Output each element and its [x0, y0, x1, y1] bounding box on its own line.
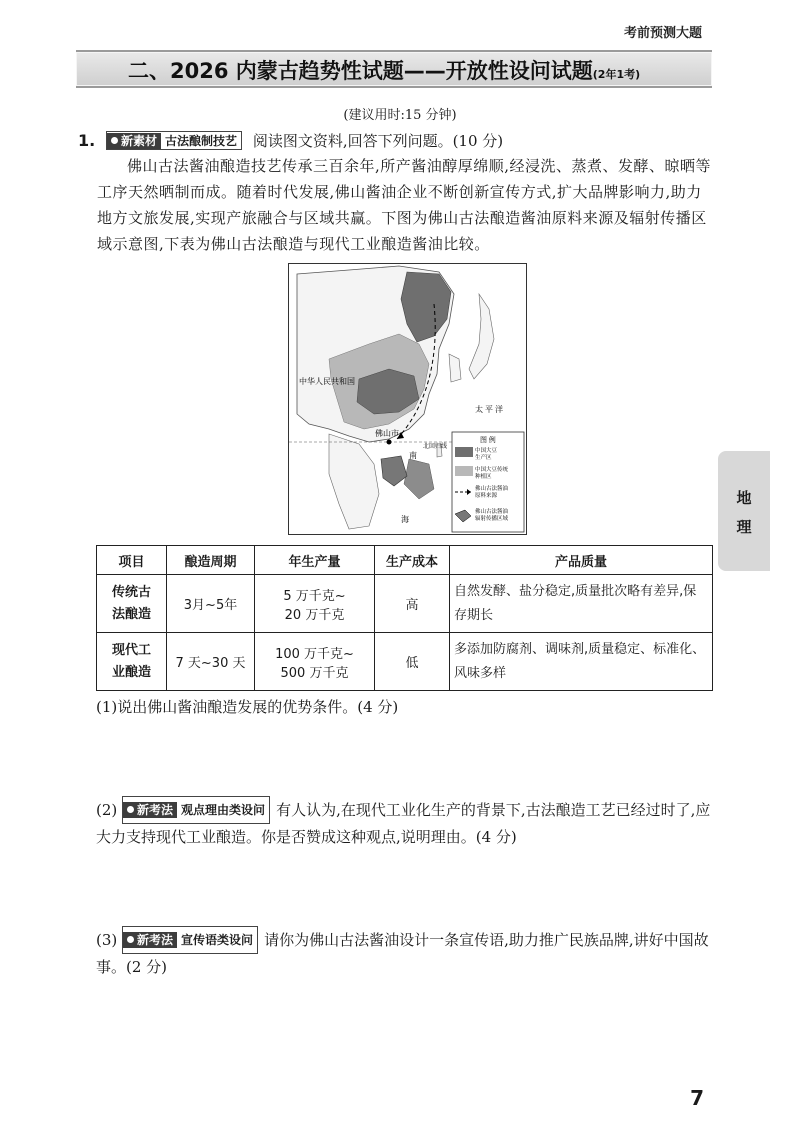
sub-question-2 — [96, 796, 716, 850]
legend-swatch-traditional — [455, 466, 473, 476]
subject-side-tab — [718, 451, 770, 571]
title-note: (2年1考) — [592, 68, 641, 81]
tag-light-label: 观点理由类设问 — [181, 803, 266, 817]
sub-question-prefix: (1) — [96, 698, 118, 716]
legend-swatch-production — [455, 447, 473, 457]
legend-label-traditional-2: 种植区 — [475, 474, 492, 480]
table-header-cell: 产品质量 — [450, 546, 713, 575]
tag-dark-label: 新考法 — [137, 933, 174, 947]
tag-dark-label: 新素材 — [121, 134, 158, 148]
page-number: 7 — [690, 1086, 704, 1110]
row-output-line: 20 万千克 — [284, 607, 345, 623]
page-title — [128, 55, 640, 85]
side-tab-char: 理 — [736, 518, 752, 536]
map-label-tropic: 北回归线 — [423, 444, 448, 450]
table-header-cell: 年生产量 — [255, 546, 375, 575]
side-tab-char: 地 — [736, 489, 752, 507]
legend-label-production-1: 中国大豆 — [475, 448, 498, 454]
legend-label-production-2: 生产区 — [475, 455, 492, 461]
row-item-line: 现代工 — [111, 642, 151, 658]
korea-outline — [449, 354, 461, 382]
japan-outline — [469, 294, 494, 379]
legend-label-traditional-1: 中国大豆传统 — [475, 467, 509, 473]
row-output-line: 5 万千克~ — [283, 588, 346, 604]
legend-label-radiation-1: 佛山古法酱油 — [475, 509, 509, 515]
pin-icon — [111, 137, 118, 144]
map-label-foshan: 佛山市 — [375, 429, 399, 438]
legend-label-raw-1: 佛山古法酱油 — [475, 486, 509, 492]
row-output-line: 100 万千克~ — [275, 646, 354, 662]
table-header-row — [97, 546, 713, 575]
map-label-pacific: 太 平 洋 — [475, 405, 503, 414]
sub-question-prefix: (3) — [96, 931, 118, 949]
table-row — [97, 575, 713, 633]
legend-label-raw-2: 原料来源 — [475, 493, 498, 499]
row-period: 7 天~30 天 — [167, 633, 255, 691]
pin-icon — [127, 806, 134, 813]
tag-dark-part — [123, 932, 177, 948]
radiation-region — [381, 456, 407, 486]
table-header-cell: 生产成本 — [375, 546, 450, 575]
time-hint: (建议用时:15 分钟) — [343, 108, 457, 123]
soy-map — [288, 263, 527, 535]
row-quality: 多添加防腐剂、调味剂,质量稳定、标准化、风味多样 — [450, 633, 713, 691]
row-item — [97, 575, 167, 633]
row-output — [255, 575, 375, 633]
question-prompt: 阅读图文资料,回答下列问题。(10 分) — [252, 132, 504, 150]
table-header-cell: 酿造周期 — [167, 546, 255, 575]
tag-light-label: 古法酿制技艺 — [165, 134, 238, 148]
table-header-cell: 项目 — [97, 546, 167, 575]
map-label-south: 南 — [409, 451, 417, 460]
section-header: 考前预测大题 — [623, 26, 702, 41]
tag-dark-part — [123, 802, 177, 818]
tag-dark-part — [107, 133, 161, 149]
sub-question-prefix: (2) — [96, 801, 118, 819]
foshan-dot — [387, 440, 392, 445]
map-label-prc: 中华人民共和国 — [299, 377, 355, 386]
sub-question-text: 说出佛山酱油酿造发展的优势条件。(4 分) — [117, 698, 399, 716]
sub-question-1 — [96, 694, 716, 720]
legend-title: 图 例 — [480, 436, 496, 444]
southeast-asia-outline — [329, 434, 379, 529]
row-item-line: 法酿造 — [111, 606, 151, 622]
material-paragraph: 佛山古法酱油酿造技艺传承三百余年,所产酱油醇厚绵顺,经浸洗、蒸煮、发酵、晾晒等工序天然晒制而成。随着时代发展,佛山酱油企业不断创新宣传方式,扩大品牌影响力,助力地方文旅发展,实现产旅融合与区域共赢。下图为佛山古法酿造酱油原料来源及辐射传播区域示意图,下表为佛山古法酿造与现代工业酿造酱油比较。 — [97, 157, 712, 253]
map-legend — [452, 432, 524, 532]
tag-dark-label: 新考法 — [137, 803, 174, 817]
sub-question-text: 请你为佛山古法酱油设计一条宣传语,助力推广民族品牌,讲好中国故事。(2 分) — [96, 931, 709, 976]
sub-question-text: 有人认为,在现代工业化生产的背景下,古法酿造工艺已经过时了,应大力支持现代工业酿造。你是否赞成这种观点,说明理由。(4 分) — [96, 801, 711, 846]
question-number: 1. — [78, 131, 96, 150]
comparison-table — [96, 545, 713, 691]
row-output — [255, 633, 375, 691]
legend-label-radiation-2: 辐射传播区域 — [475, 516, 509, 522]
row-item — [97, 633, 167, 691]
row-item-line: 业酿造 — [111, 664, 151, 680]
map-label-sea: 海 — [401, 515, 409, 524]
row-cost: 低 — [375, 633, 450, 691]
title-main: 二、2026 内蒙古趋势性试题——开放性设问试题 — [128, 59, 593, 83]
question-1-heading — [78, 130, 503, 151]
pin-icon — [127, 936, 134, 943]
method-tag — [122, 926, 258, 954]
table-row — [97, 633, 713, 691]
map-svg — [289, 264, 526, 534]
row-quality: 自然发酵、盐分稳定,质量批次略有差异,保存期长 — [450, 575, 713, 633]
tag-light-label: 宣传语类设问 — [181, 933, 254, 947]
sub-question-3 — [96, 926, 716, 980]
row-output-line: 500 万千克 — [280, 665, 349, 681]
row-cost: 高 — [375, 575, 450, 633]
method-tag — [122, 796, 270, 824]
row-item-line: 传统古 — [111, 584, 151, 600]
material-tag — [106, 131, 242, 150]
row-period: 3月~5年 — [167, 575, 255, 633]
philippines-region — [404, 459, 434, 499]
